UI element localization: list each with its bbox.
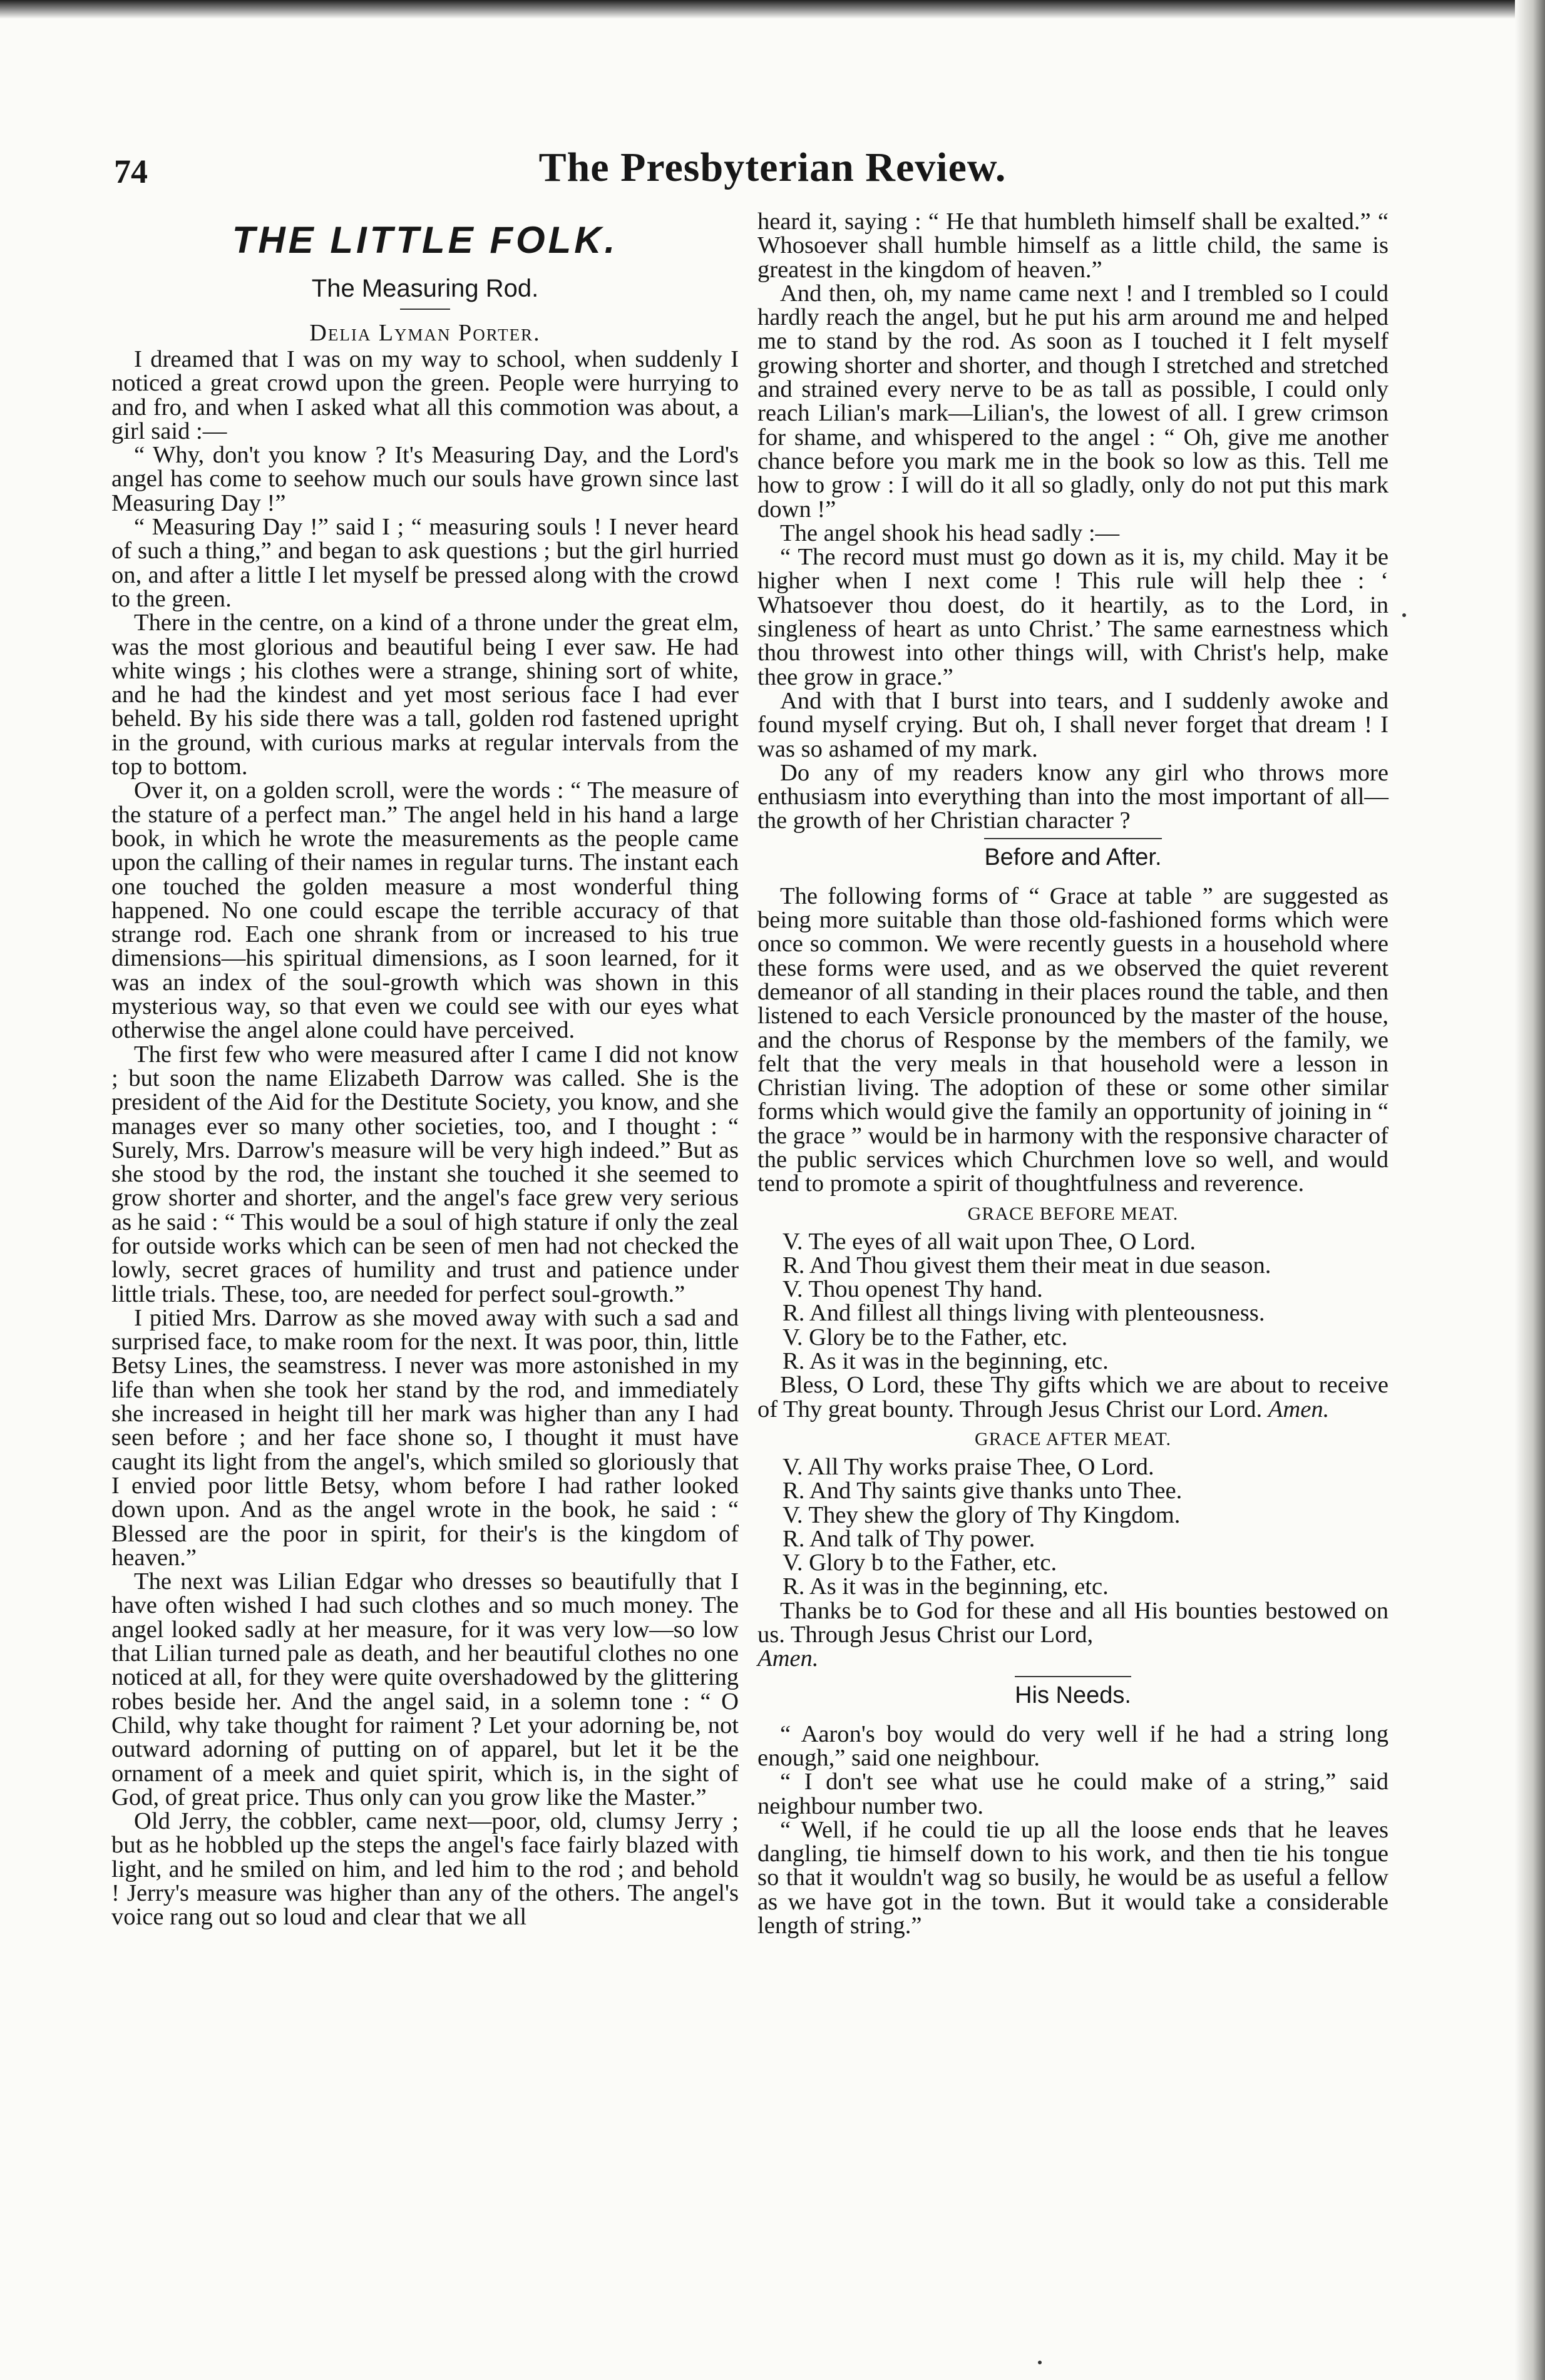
his-needs-paragraph: “ Well, if he could tie up all the loose ends that he leaves dangling, tie himself down to his work, and then tie his tongue so that it wouldn't wag so busily, he would be as useful a fellow as we have got in the town. But it would take a considerable length of string.” xyxy=(757,1816,1388,1939)
grace-line: R. As it was in the beginning, etc. xyxy=(783,1573,1109,1600)
article-paragraph: And then, oh, my name came next ! and I trembled so I could hardly reach the angel, but he put his arm around me and helped me to stand by the rod. As soon as I touched it I felt myself growing shorter and shorter, and though I stretched and stretched and strained every nerve to be as tall as possible, I could only reach Lilian's mark—Lilian's, the lowest of all. I grew crimson for shame, and whispered to the angel : “ Oh, give me another chance before you mark me in the book so low as this. Tell me how to grow : I will do it all so gladly, only do not put this mark down !” xyxy=(757,280,1388,523)
grace-line: R. And Thy saints give thanks unto Thee. xyxy=(783,1478,1183,1504)
grace-intro-paragraph: The following forms of “ Grace at table ” are suggested as being more suitable than those old-fashioned forms which were once so common. We were recently guests in a household where these forms were used, and as we observed the quiet reverent demeanor of all standing in their places round the table, and then listened to each Versicle pronounced by the master of the house, and the chorus of Response by the members of the family, we felt that the very meals in that household were a lesson in Christian living. The adoption of these or some other similar forms which would give the family an opportunity of joining in “ the grace ” would be in harmony with the responsive character of the public services which Churchmen love so well, and would tend to promote a spirit of thoughtfulness and reverence. xyxy=(757,882,1389,1197)
left-column xyxy=(111,210,739,1929)
article-paragraph: The next was Lilian Edgar who dresses so beautifully that I have often wished I had such clothes and so much money. The angel looked sadly at her measure, for it was very low—so low that Lilian turned pale as death, and her beautiful clothes no one noticed at all, for they were quite overshadowed by the glittering robes beside her. And the angel said, in a solemn tone : “ O Child, why take thought for raiment ? Let your adorning be, not outward adorning of putting on of apparel, but let it be the ornament of a meek and quiet spirit, which is, in the sight of God, of great price. Thus only can you grow like the Master.” xyxy=(111,1568,739,1811)
section-heading-his-needs xyxy=(757,1676,1388,1710)
grace-line: V. Glory be to the Father, etc. xyxy=(783,1324,1068,1351)
title-rule xyxy=(400,309,450,310)
article-paragraph: The first few who were measured after I came I did not know ; but soon the name Elizabeth Darrow was called. She is the president of the Aid for the Destitute Society, you know, and she manages ever so many other societies, too, and I thought : “ Surely, Mrs. Darrow's measure will be very high indeed.” But as she stood by the rod, the instant she touched it she seemed to grow shorter and shorter, and the angel's face grew very serious as he said : “ This would be a soul of high stature if only the zeal for outside works which can be seen of men had not checked the lowly, secret graces of humility and trust and patience under little trials. These, too, are needed for perfect soul-growth.” xyxy=(111,1041,739,1307)
grace-line: R. And fillest all things living with plenteousness. xyxy=(783,1300,1265,1327)
article-paragraph: Over it, on a golden scroll, were the words : “ The measure of the stature of a perfect man.” The angel held in his hand a large book, in which he wrote the measurements as the people came upon the calling of their names in regular turns. The instant each one touched the golden measure a most wonderful thing happened. No one could escape the terrible accuracy of that strange rod. Each one shrank from or increased to his true dimensions—his spiritual dimensions, as I soon learned, for it was an index of the soul-growth which was shown in this mysterious way, so that even we could see with our eyes what otherwise the angel alone could have perceived. xyxy=(111,777,739,1044)
grace-line: V. All Thy works praise Thee, O Lord. xyxy=(783,1453,1154,1480)
article-paragraph: I pitied Mrs. Darrow as she moved away with such a sad and surprised face, to make room for the next. It was poor, thin, little Betsy Lines, the seamstress. I never was more astonished in my life than when she took her stand by the rod, and immediately she increased in height till her mark was higher than any I had seen before ; and her face shone so, I thought it must have caught its light from the angel's, which smiled so gloriously that I envied poor little Betsy, whom before I had rather looked down upon. And as the angel wrote in the book, he said : “ Blessed are the poor in spirit, for their's is the kingdom of heaven.” xyxy=(111,1304,739,1571)
scan-top-edge xyxy=(0,0,1545,19)
grace-line: R. And Thou givest them their meat in due season. xyxy=(783,1252,1271,1279)
article-paragraph: “ Measuring Day !” said I ; “ measuring souls ! I never heard of such a thing,” and began to ask questions ; but the girl hurried on, and after a little I let myself be pressed along with the crowd to the green. xyxy=(111,514,739,612)
prayer-text: Bless, O Lord, these Thy gifts which we are about to receive of Thy great bounty. Through Jesus Christ our Lord. xyxy=(757,1372,1388,1422)
article-paragraph: “ Why, don't you know ? It's Measuring Day, and the Lord's angel has come to seehow much our souls have grown since last Measuring Day !” xyxy=(111,442,739,516)
article-paragraph: The angel shook his head sadly :— xyxy=(780,519,1120,546)
section-heading-before-after xyxy=(757,838,1388,872)
section-heading-text: Before and After. xyxy=(984,838,1161,872)
article-paragraph: Old Jerry, the cobbler, came next—poor, old, clumsy Jerry ; but as he hobbled up the steps the angel's face fairly blazed with light, and he smiled on him, and led him to the rod ; and behold ! Jerry's measure was higher than any of the others. The angel's voice rang out so loud and clear that we all xyxy=(111,1808,739,1931)
article-paragraph: There in the centre, on a kind of a throne under the great elm, was the most glorious and beautiful being I ever saw. He had white wings ; his clothes were a strange, shining sort of white, and he had the kindest and yet most serious face I had ever beheld. By his side there was a tall, golden rod fastened upright in the ground, with curious marks at regular intervals from the top to bottom. xyxy=(111,610,739,780)
his-needs-paragraph: “ I don't see what use he could make of a string,” said neighbour number two. xyxy=(757,1769,1388,1819)
journal-title: The Presbyterian Review. xyxy=(538,145,1007,190)
grace-line: V. Glory b to the Father, etc. xyxy=(783,1550,1057,1576)
grace-before-prayer xyxy=(757,1373,1388,1421)
right-column xyxy=(757,210,1388,1938)
article-paragraph: heard it, saying : “ He that humbleth himself shall be exalted.” “ Whosoever shall humble himself as a little child, the same is greatest in the kingdom of heaven.” xyxy=(757,208,1388,283)
article-paragraph: And with that I burst into tears, and I suddenly awoke and found myself crying. But oh, I shall never forget that dream ! I was so ashamed of my mark. xyxy=(757,687,1388,762)
scan-right-edge xyxy=(1515,0,1545,2380)
grace-after-prayer xyxy=(757,1599,1388,1671)
article-subtitle: The Measuring Rod. xyxy=(311,275,539,302)
page-number: 74 xyxy=(114,153,148,190)
amen-text: Amen. xyxy=(757,1645,819,1672)
grace-before-list xyxy=(757,1230,1388,1374)
article-paragraph: I dreamed that I was on my way to school, when suddenly I noticed a great crowd upon the green. People were hurrying to and fro, and when I asked what all this commotion was about, a girl said :— xyxy=(111,346,739,444)
grace-line: R. As it was in the beginning, etc. xyxy=(783,1348,1109,1375)
grace-before-meat-heading: GRACE BEFORE MEAT. xyxy=(967,1203,1179,1224)
grace-line: V. They shew the glory of Thy Kingdom. xyxy=(783,1501,1181,1528)
grace-line: R. And talk of Thy power. xyxy=(783,1525,1035,1552)
ink-speck xyxy=(1038,2361,1042,2364)
article-paragraph: Do any of my readers know any girl who throws more enthusiasm into everything than into the most important of all—the growth of her Christian character ? xyxy=(757,759,1388,834)
article-paragraph: “ The record must must go down as it is, my child. May it be higher when I next come ! This rule will help thee : ‘ Whatsoever thou doest, do it heartily, as to the Lord, in singleness of heart as unto Christ.’ The same earnestness which thou throwest into other things will, with Christ's help, make thee grow in grace.” xyxy=(757,544,1388,690)
ink-speck xyxy=(1402,613,1406,617)
article-author: Delia Lyman Porter. xyxy=(309,320,541,346)
prayer-text: Thanks be to God for these and all His bounties bestowed on us. Through Jesus Christ our Lord, xyxy=(757,1597,1388,1648)
grace-line: V. The eyes of all wait upon Thee, O Lord. xyxy=(783,1228,1196,1255)
amen-text: Amen. xyxy=(1268,1396,1330,1422)
his-needs-paragraph: “ Aaron's boy would do very well if he had a string long enough,” said one neighbour. xyxy=(757,1720,1388,1771)
grace-after-meat-heading: GRACE AFTER MEAT. xyxy=(975,1428,1171,1449)
grace-line: V. Thou openest Thy hand. xyxy=(783,1276,1043,1303)
article-title: THE LITTLE FOLK. xyxy=(232,219,619,261)
grace-after-list xyxy=(757,1455,1388,1599)
section-heading-text: His Needs. xyxy=(1015,1676,1131,1710)
